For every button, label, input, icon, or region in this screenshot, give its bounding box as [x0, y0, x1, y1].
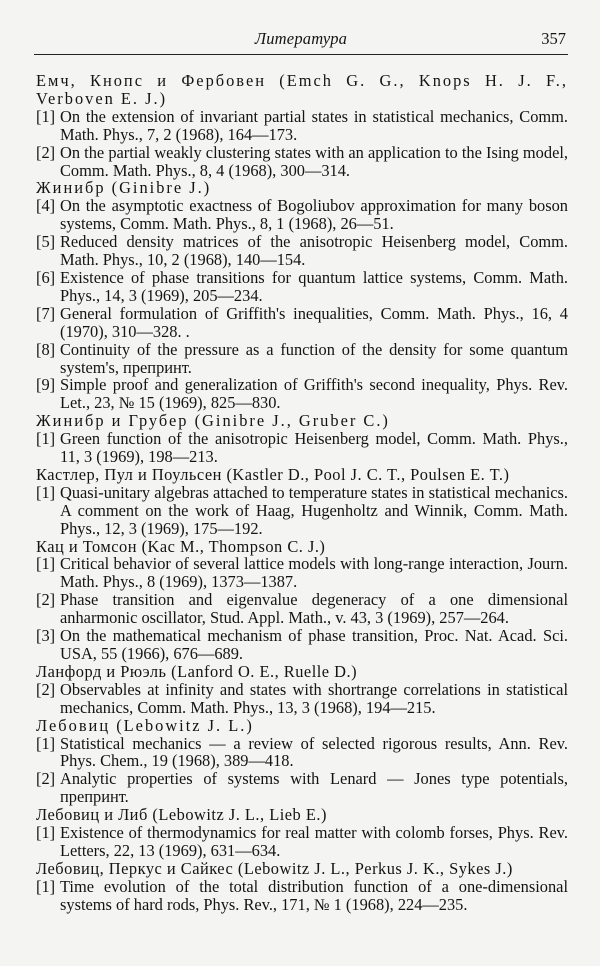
bib-author-block [36, 466, 568, 538]
entry-text: Reduced density matrices of the anisotropic Heisenberg model, Comm. Math. Phys., 10, 2 (1968), 140—154. [60, 232, 568, 270]
entry-text: Green function of the anisotropic Heisenberg model, Comm. Math. Phys., 11, 3 (1969), 198—213. [60, 429, 568, 467]
bib-entry [36, 591, 568, 627]
author-line: Лебовиц, Перкус и Сайкес (Lebowitz J. L., Perkus J. K., Sykes J.) [36, 858, 513, 878]
entry-number: [8] [36, 339, 56, 359]
entry-number: [4] [36, 196, 56, 216]
bib-author-block [36, 538, 568, 663]
entry-text: Continuity of the pressure as a function of the density for some quantum system's, препринт. [60, 339, 568, 377]
entry-number: [1] [36, 733, 56, 753]
author-line: Жинибр (Ginibre J.) [36, 178, 212, 198]
bib-entry [36, 197, 568, 233]
entry-text: Analytic properties of systems with Lenard — Jones type potentials, препринт. [60, 769, 568, 807]
bib-entry [36, 430, 568, 466]
entry-number: [7] [36, 303, 56, 323]
bib-entry [36, 681, 568, 717]
bib-entry [36, 824, 568, 860]
entry-number: [1] [36, 429, 56, 449]
author-line: Лебовиц (Lebowitz J. L.) [36, 715, 254, 735]
bib-author-block [36, 663, 568, 717]
bib-entry [36, 269, 568, 305]
bib-entry [36, 108, 568, 144]
bib-entry [36, 555, 568, 591]
entry-number: [1] [36, 876, 56, 896]
bibliography [36, 72, 568, 914]
entry-number: [5] [36, 232, 56, 252]
bib-author-block [36, 412, 568, 466]
bib-entry [36, 627, 568, 663]
bib-author-block [36, 179, 568, 412]
bib-entry [36, 341, 568, 377]
page-number: 357 [541, 29, 566, 48]
entry-text: Critical behavior of several lattice models with long-range interaction, Journ. Math. Phys., 8 (1969), 1373—1387. [60, 554, 568, 592]
entry-text: Simple proof and generalization of Griffith's second inequality, Phys. Rev. Let., 23, № 15 (1969), 825—830. [60, 375, 568, 413]
entry-text: On the asymptotic exactness of Bogoliubov approximation for many boson systems, Comm. Math. Phys., 8, 1 (1968), 26—51. [60, 196, 568, 234]
author-line: Кац и Томсон (Kac M., Thompson C. J.) [36, 536, 326, 556]
bib-entry [36, 735, 568, 771]
bib-entry [36, 770, 568, 806]
entry-number: [1] [36, 106, 56, 126]
author-line: Лебовиц и Либ (Lebowitz J. L., Lieb E.) [36, 805, 327, 825]
running-title: Литература [254, 29, 348, 48]
entry-text: On the partial weakly clustering states with an application to the Ising model, Comm. Math. Phys., 8, 4 (1968), 300—314. [60, 142, 568, 180]
entry-number: [6] [36, 267, 56, 287]
entry-text: On the extension of invariant partial states in statistical mechanics, Comm. Math. Phys., 7, 2 (1968), 164—173. [60, 106, 568, 144]
entry-number: [1] [36, 482, 56, 502]
entry-number: [3] [36, 626, 56, 646]
entry-number: [1] [36, 823, 56, 843]
entry-number: [9] [36, 375, 56, 395]
entry-number: [2] [36, 769, 56, 789]
entry-text: Observables at infinity and states with shortrange correlations in statistical mechanics, Comm. Math. Phys., 13, 3 (1968), 194—215. [60, 679, 568, 717]
bib-entry [36, 376, 568, 412]
bib-author-block [36, 806, 568, 860]
bib-author-block [36, 860, 568, 914]
author-line: Ланфорд и Рюэль (Lanford O. E., Ruelle D.) [36, 661, 358, 681]
bib-entry [36, 233, 568, 269]
entry-number: [2] [36, 590, 56, 610]
entry-number: [2] [36, 142, 56, 162]
bib-author-block [36, 72, 568, 179]
bib-entry [36, 305, 568, 341]
entry-text: Quasi-unitary algebras attached to temperature states in statistical mechanics. A comment on the work of Haag, Hugenholtz and Winnik, Comm. Math. Phys., 12, 3 (1969), 175—192. [60, 482, 568, 538]
entry-text: Time evolution of the total distribution function of a one-dimensional systems of hard rods, Phys. Rev., 171, № 1 (1968), 224—235. [60, 876, 568, 914]
entry-text: On the mathematical mechanism of phase transition, Proc. Nat. Acad. Sci. USA, 55 (1966), 676—689. [60, 626, 568, 663]
entry-text: Existence of thermodynamics for real matter with colomb forses, Phys. Rev. Letters, 22, 13 (1969), 631—634. [60, 823, 568, 860]
bib-entry [36, 878, 568, 914]
entry-text: Existence of phase transitions for quantum lattice systems, Comm. Math. Phys., 14, 3 (1969), 205—234. [60, 267, 568, 305]
entry-number: [2] [36, 679, 56, 699]
entry-number: [1] [36, 554, 56, 574]
entry-text: Phase transition and eigenvalue degeneracy of a one dimensional anharmonic oscillator, Stud. Appl. Math., v. 43, 3 (1969), 257—264. [60, 590, 568, 628]
bib-author-block [36, 717, 568, 807]
bib-entry [36, 484, 568, 538]
author-line: Емч, Кнопс и Фербовен (Emch G. G., Knops H. J. F., Verboven E. J.) [36, 71, 568, 108]
running-header [34, 26, 568, 55]
bib-entry [36, 144, 568, 180]
entry-text: General formulation of Griffith's inequalities, Comm. Math. Phys., 16, 4 (1970), 310—328. . [60, 303, 568, 341]
author-line: Кастлер, Пул и Поульсен (Kastler D., Pool J. C. T., Poulsen E. T.) [36, 464, 510, 484]
author-line: Жинибр и Грубер (Ginibre J., Gruber C.) [36, 411, 390, 431]
entry-text: Statistical mechanics — a review of selected rigorous results, Ann. Rev. Phys. Chem., 19 (1968), 389—418. [60, 733, 568, 771]
